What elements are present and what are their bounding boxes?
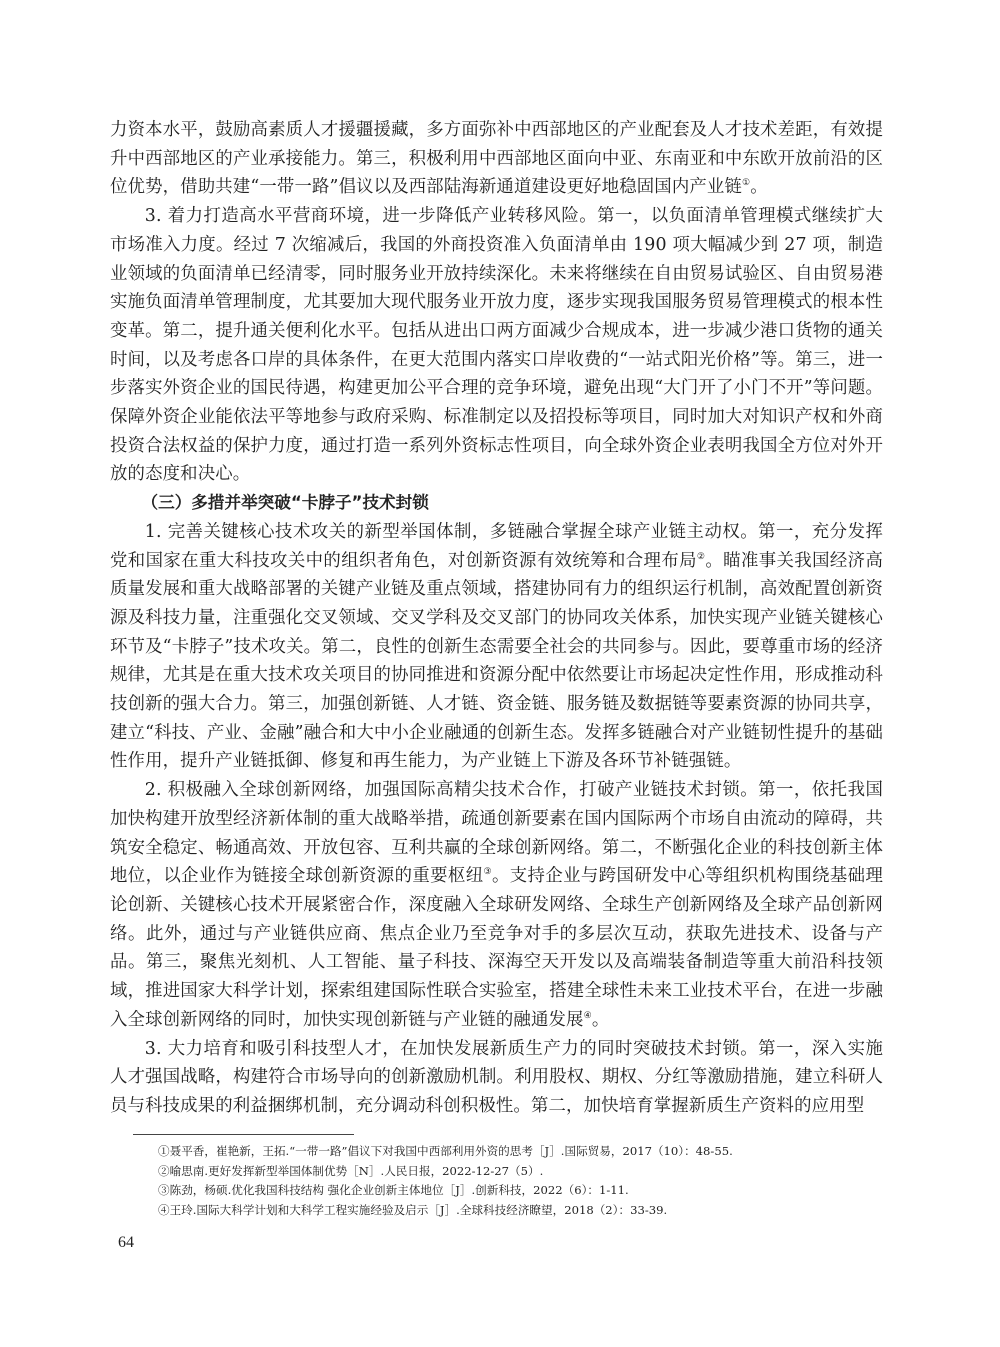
footnote-divider xyxy=(133,1134,354,1135)
paragraph-innovation-system xyxy=(110,518,883,776)
paragraph-global-network xyxy=(110,776,883,1034)
footnote-3: ③陈劲，杨硕.优化我国科技结构 强化企业创新主体地位［J］.创新科技，2022（6）：1-11. xyxy=(158,1183,629,1198)
paragraph-text: 2. 积极融入全球创新网络，加强国际高精尖技术合作，打破产业链技术封锁。第一，依托我国加快构建开放型经济新体制的重大战略举措，疏通创新要素在国内国际两个市场自由流动的障碍，共筑安全稳定、畅通高效、开放包容、互利共赢的全球创新网络。第二，不断强化企业的科技创新主体地位，以企业作为链接全球创新资源的重要枢纽 xyxy=(110,780,883,887)
paragraph-business-environment xyxy=(110,202,883,489)
article-body xyxy=(110,116,883,1121)
section-heading: （三）多措并举突破“卡脖子”技术封锁 xyxy=(141,493,429,513)
paragraph-text: 力资本水平，鼓励高素质人才援疆援藏，多方面弥补中西部地区的产业配套及人才技术差距，有效提升中西部地区的产业承接能力。第三，积极利用中西部地区面向中亚、东南亚和中东欧开放前沿的区位优势，借助共建“一带一路”倡议以及西部陆海新通道建设更好地稳固国内产业链 xyxy=(110,120,883,198)
paragraph-continued xyxy=(110,116,883,202)
paragraph-tail: 。 xyxy=(750,177,768,198)
paragraph-tail: 。瞄准事关我国经济高质量发展和重大战略部署的关键产业链及重点领域，搭建协同有力的组织运行机制，高效配置创新资源及科技力量，注重强化交叉领域、交叉学科及交叉部门的协同攻关体系，加快实现产业链关键核心环节及“卡脖子”技术攻关。第二，良性的创新生态需要全社会的共同参与。因此，要尊重市场的经济规律，尤其是在重大技术攻关项目的协同推进和资源分配中依然要让市场起决定性作用，形成推动科技创新的强大合力。第三，加强创新链、人才链、资金链、服务链及数据链等要素资源的协同共享，建立“科技、产业、金融”融合和大中小企业融通的创新生态。发挥多链融合对产业链韧性提升的基础性作用，提升产业链抵御、修复和再生能力，为产业链上下游及各环节补链强链。 xyxy=(110,550,883,772)
footnote-ref-4[interactable]: ④ xyxy=(583,1010,592,1021)
footnote-2: ②喻思南.更好发挥新型举国体制优势［N］.人民日报，2022-12-27（5）. xyxy=(158,1163,544,1178)
paragraph-talent xyxy=(110,1035,883,1121)
footnote-ref-2[interactable]: ② xyxy=(696,551,706,562)
paragraph-text: 3. 大力培育和吸引科技型人才，在加快发展新质生产力的同时突破技术封锁。第一，深入实施人才强国战略，构建符合市场导向的创新激励机制。利用股权、期权、分红等激励措施，建立科研人员与科技成果的利益捆绑机制，充分调动科创积极性。第二，加快培育掌握新质生产资料的应用型 xyxy=(110,1038,883,1116)
footnote-4: ④王玲.国际大科学计划和大科学工程实施经验及启示［J］.全球科技经济瞭望，2018（2）：33-39. xyxy=(158,1202,668,1217)
footnote-ref-1[interactable]: ① xyxy=(742,178,751,189)
paragraph-tail: 。 xyxy=(591,1009,610,1030)
page-number: 64 xyxy=(118,1234,134,1251)
footnote-ref-3[interactable]: ③ xyxy=(483,867,492,878)
paragraph-text: 3. 着力打造高水平营商环境，进一步降低产业转移风险。第一，以负面清单管理模式继续扩大市场准入力度。经过 7 次缩减后，我国的外商投资准入负面清单由 190 项大幅减少到 27 项，制造业领域的负面清单已经清零，同时服务业开放持续深化。未来将继续在自由贸易试验区、自由贸易港实施负面清单管理制度，尤其要加大现代服务业开放力度，逐步实现我国服务贸易管理模式的根本性变革。第二，提升通关便利化水平。包括从进出口两方面减少合规成本，进一步减少港口货物的通关时间，以及考虑各口岸的具体条件，在更大范围内落实口岸收费的“一站式阳光价格”等。第三，进一步落实外资企业的国民待遇，构建更加公平合理的竞争环境，避免出现“大门开了小门不开”等问题。保障外资企业能依法平等地参与政府采购、标准制定以及招投标等项目，同时加大对知识产权和外商投资合法权益的保护力度，通过打造一系列外资标志性项目，向全球外资企业表明我国全方位对外开放的态度和决心。 xyxy=(110,206,883,485)
footnote-1: ①聂平香，崔艳新，王拓.“一带一路”倡议下对我国中西部利用外资的思考［J］.国际贸易，2017（10）：48-55. xyxy=(158,1144,733,1158)
paragraph-tail: 。支持企业与跨国研发中心等组织机构围绕基础理论创新、关键核心技术开展紧密合作，深度融入全球研发网络、全球生产创新网络及全球产品创新网络。此外，通过与产业链供应商、焦点企业乃至竞争对手的多层次互动，获取先进技术、设备与产品。第三，聚焦光刻机、人工智能、量子科技、深海空天开发以及高端装备制造等重大前沿科技领域，推进国家大科学计划，探索组建国际性联合实验室，搭建全球性未来工业技术平台，在进一步融入全球创新网络的同时，加快实现创新链与产业链的融通发展 xyxy=(110,866,884,1030)
footnotes xyxy=(158,1142,898,1220)
paragraph-text: 1. 完善关键核心技术攻关的新型举国体制，多链融合掌握全球产业链主动权。第一，充分发挥党和国家在重大科技攻关中的组织者角色，对创新资源有效统筹和合理布局 xyxy=(110,521,883,571)
